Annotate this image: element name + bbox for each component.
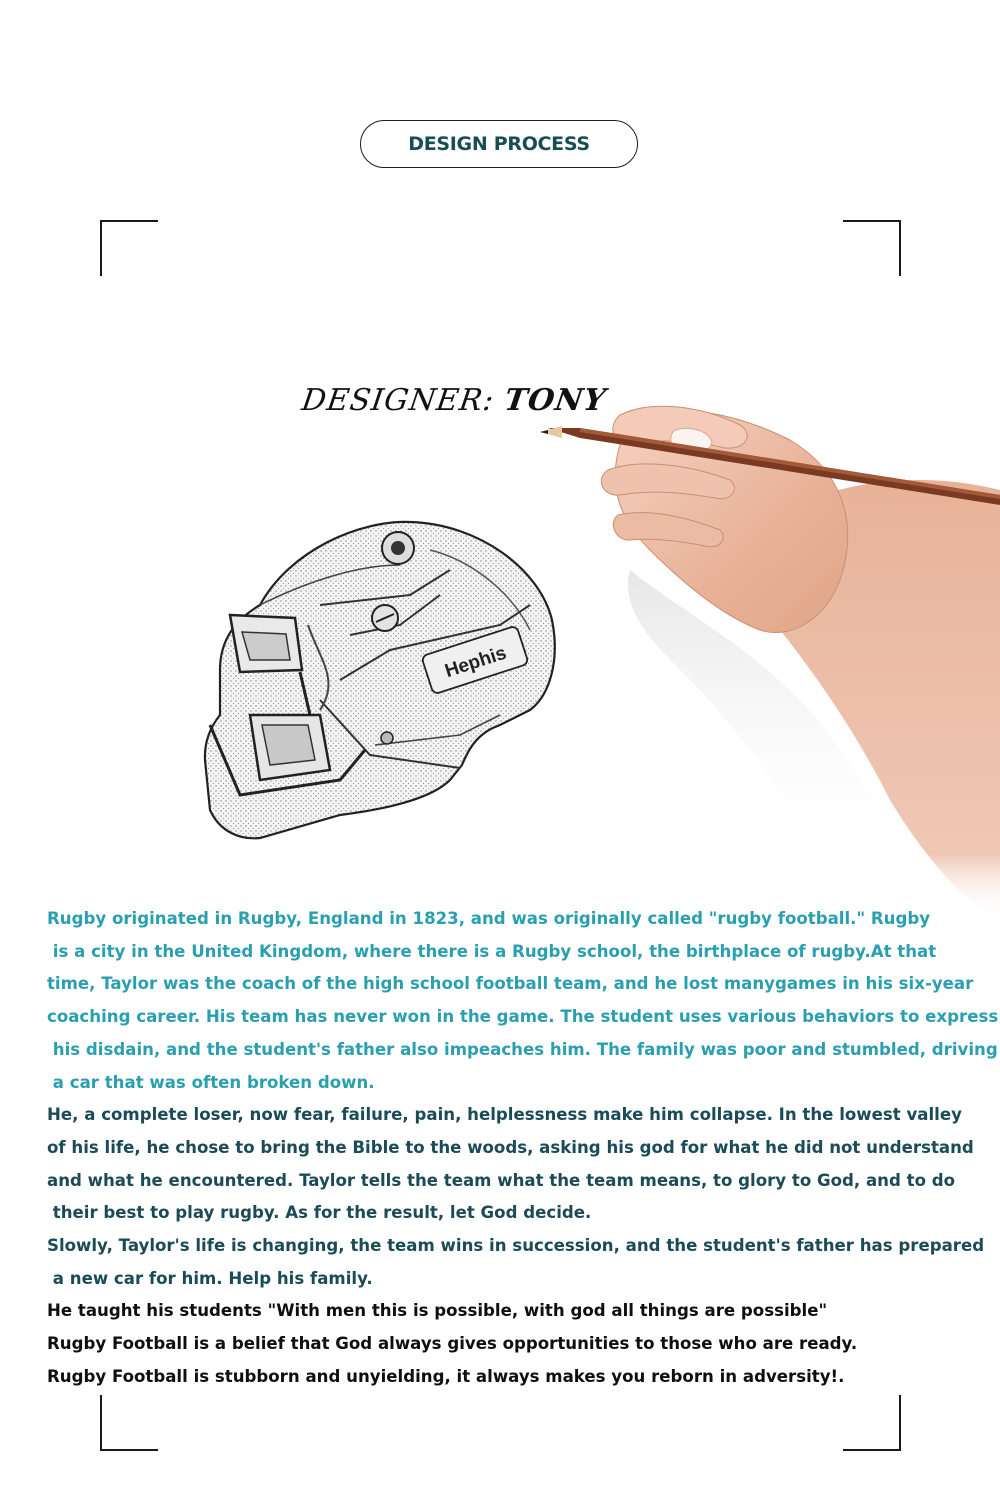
story-line: his disdain, and the student's father also impeaches him. The family was poor and stumbled, driving [47, 1039, 998, 1059]
story-line: Rugby originated in Rugby, England in 1823, and was originally called "rugby football." Rugby [47, 909, 931, 928]
designer-name: TONY [502, 383, 609, 418]
story-text [47, 903, 999, 1394]
story-line: is a city in the United Kingdom, where there is a Rugby school, the birthplace of rugby.At that [47, 941, 937, 961]
story-line: time, Taylor was the coach of the high school football team, and he lost manygames in his six-year [47, 974, 974, 994]
story-line: a car that was often broken down. [47, 1072, 375, 1092]
story-line: Rugby Football is a belief that God always gives opportunities to those who are ready. [47, 1334, 858, 1354]
story-line: their best to play rugby. As for the result, let God decide. [47, 1203, 592, 1223]
story-line: coaching career. His team has never won in the game. The student uses various behaviors to express [47, 1007, 999, 1027]
design-process-badge [360, 120, 638, 168]
hand-holding-pencil-icon [540, 380, 1000, 940]
designer-label: DESIGNER: [299, 383, 497, 418]
design-process-title: DESIGN PROCESS [408, 133, 590, 155]
frame-corner-top-left [100, 220, 158, 276]
story-line: of his life, he chose to bring the Bible to the woods, asking his god for what he did not understand [47, 1137, 974, 1157]
story-line: and what he encountered. Taylor tells the team what the team means, to glory to God, and to do [47, 1170, 956, 1190]
helmet-brand-text: Hephis [442, 642, 510, 683]
football-helmet-icon [200, 510, 560, 850]
story-line: a new car for him. Help his family. [47, 1268, 373, 1288]
frame-corner-top-right [843, 220, 901, 276]
frame-corner-bottom-right [843, 1395, 901, 1451]
story-line: Slowly, Taylor's life is changing, the team wins in succession, and the student's father has prepared [47, 1236, 985, 1256]
story-line: He taught his students "With men this is possible, with god all things are possible" [47, 1301, 828, 1321]
story-line: He, a complete loser, now fear, failure, pain, helplessness make him collapse. In the lowest valley [47, 1105, 962, 1125]
story-line: Rugby Football is stubborn and unyielding, it always makes you reborn in adversity!. [47, 1366, 845, 1386]
frame-corner-bottom-left [100, 1395, 158, 1451]
